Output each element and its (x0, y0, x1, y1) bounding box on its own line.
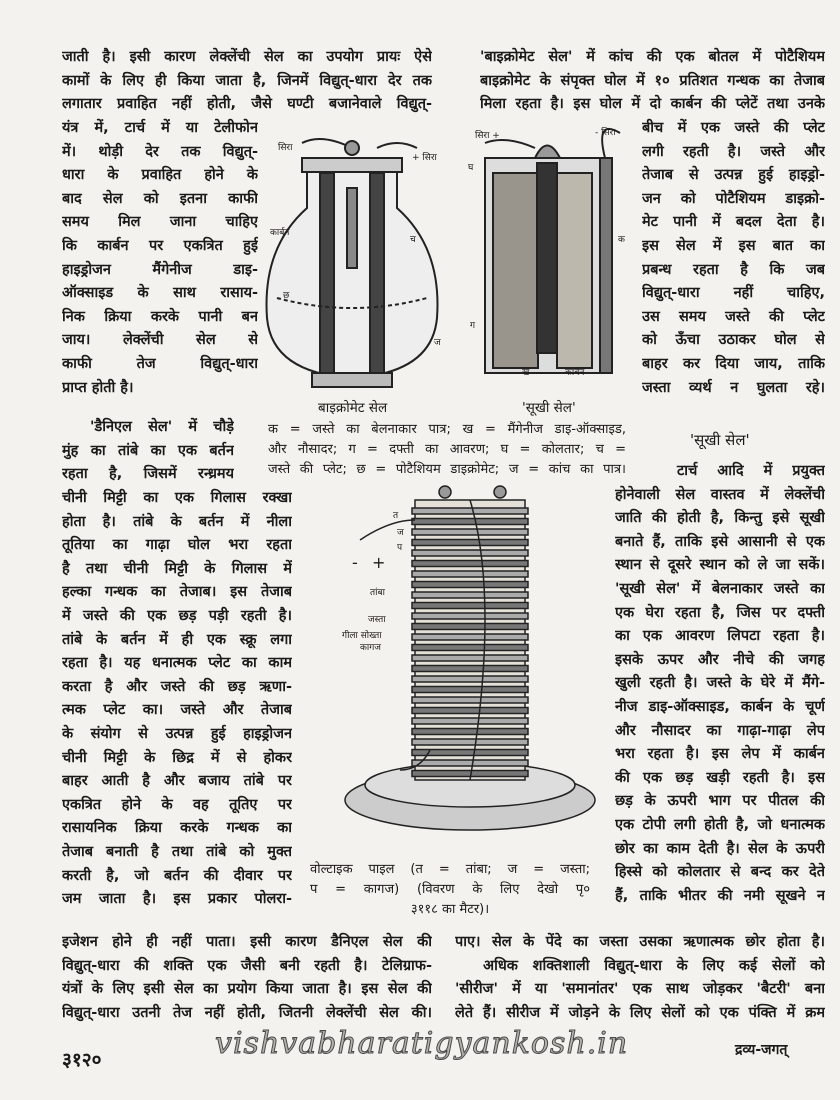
pile-disc (412, 519, 528, 525)
text-line: यंत्र में, टार्च में या टेलीफोन (62, 120, 258, 136)
bichromate-label-ch: च (410, 235, 416, 245)
text-line: भरा रहता है। इस लेप में कार्बन (615, 746, 825, 763)
pile-disc (412, 729, 528, 735)
text-line: में। थोड़ी देर तक विद्युत्- (62, 143, 258, 160)
text-line: करता है और जस्ते की छड़ ऋणा- (62, 678, 292, 695)
text-line: प = कागज) (विवरण के लिए देखो पृ० (310, 882, 590, 897)
right-narrow-paragraph (642, 117, 825, 400)
text-line: है तथा चीनी मिट्टी के गिलास में (62, 560, 292, 577)
left-bottom-paragraph (62, 931, 432, 1025)
voltaic-label-t: त (393, 511, 399, 521)
left-narrow-paragraph (62, 117, 258, 400)
page-number: ३१२० (62, 1049, 102, 1071)
text-line: होनेवाली सेल वास्तव में लेक्लेंची (615, 486, 825, 503)
text-line: होता है। तांबे के बर्तन में नीला (62, 513, 292, 530)
bichromate-label-pos-terminal: + सिरा (412, 153, 437, 163)
text-line: यंत्रों के लिए इसी सेल का प्रयोग किया जाता है। इस सेल की (62, 981, 432, 998)
text-line: 'डैनिएल सेल' में चौड़े (90, 419, 234, 435)
text-line: विद्युत्-धारा नहीं चाहिए, (642, 285, 825, 302)
text-line: बाहर कर दिया जाय, ताकि (642, 355, 825, 372)
dry-cell-figure (465, 118, 625, 388)
left-top-paragraph (62, 46, 432, 117)
pile-disc (412, 529, 528, 535)
text-line: हल्का गन्धक का तेजाब। इस तेजाब (62, 584, 292, 601)
pile-disc (412, 561, 528, 567)
text-line: स्थान से दूसरे स्थान को ले जा सकें। (615, 557, 825, 574)
text-line: टार्च आदि में प्रयुक्त (677, 463, 825, 479)
pile-disc (412, 697, 528, 703)
text-line: बाद सेल को इतना काफी (62, 190, 258, 207)
text-line: नीज डाइ-ऑक्साइड, कार्बन के चूर्ण (615, 698, 825, 715)
text-line: अधिक शक्तिशाली विद्युत्-धारा के लिए कई सेलों को (483, 957, 825, 974)
pile-disc (412, 550, 528, 556)
text-line: बाहर आती है और बजाय तांबे पर (62, 773, 292, 790)
voltaic-caption (310, 860, 590, 920)
text-line: के संयोग से उत्पन्न हुई हाइड्रोजन (62, 725, 292, 742)
text-line: त्मक प्लेट का। जस्ते और तेजाब (62, 702, 292, 719)
text-line: चीनी मिट्टी के छिद्र में से होकर (62, 749, 292, 766)
pile-disc (412, 760, 528, 766)
text-line: जन को पोटैशियम डाइक्रो- (642, 190, 825, 207)
text-line: 'बाइक्रोमेट सेल' में कांच की एक बोतल में पोटैशियम (480, 49, 825, 65)
text-line: हैं, ताकि भीतर की नमी सूखने न (615, 887, 825, 904)
pile-disc (412, 571, 528, 577)
text-line: समय मिल जाना चाहिए (62, 214, 258, 231)
voltaic-label-p: प (397, 543, 403, 553)
text-line: 'सीरीज' में या 'समानांतर' एक साथ जोड़कर 'बैटरी' बना (455, 981, 825, 998)
dry-label-neg-terminal: - सिरा (595, 128, 616, 138)
text-line: और नौसादर; ग = दफ्ती का आवरण; घ = कोलतार; च = (268, 442, 626, 457)
text-line: बनाते हैं, ताकि इसे आसानी से एक (615, 533, 825, 550)
text-line: इसके ऊपर और नीचे की जगह (615, 651, 825, 668)
text-line: खुली रहती है। जस्ते के घेरे में मैंगे- (615, 675, 825, 692)
dry-label-gh: घ (468, 163, 474, 173)
text-line: तूतिया का गाढ़ा घोल भरा रहता (62, 537, 292, 554)
right-top-paragraph (480, 46, 825, 117)
text-line: रहता है, जिसमें रन्ध्रमय (62, 466, 234, 483)
pile-disc (412, 624, 528, 630)
pile-disc (412, 592, 528, 598)
text-line: हाइड्रोजन मैंगेनीज डाइ- (62, 261, 258, 278)
voltaic-label-minus: - (352, 553, 358, 572)
dry-label-pos-terminal: सिरा + (475, 131, 500, 141)
text-line: प्राप्त होती है। (62, 379, 134, 396)
pile-disc (412, 540, 528, 546)
bichromate-label-carbon: कार्बन (270, 228, 290, 238)
bichromate-label-j: ज (434, 338, 441, 348)
text-line: छड़ के ऊपरी भाग पर पीतल की (615, 793, 825, 810)
running-head: द्रव्य-जगत् (735, 1042, 788, 1058)
pile-disc (412, 582, 528, 588)
text-line: जम जाता है। इस प्रकार पोलरा- (62, 891, 292, 908)
pile-disc (412, 708, 528, 714)
right-bottom-paragraph (455, 931, 825, 1025)
text-line: और नौसादर का गाढ़ा-गाढ़ा लेप (615, 722, 825, 739)
pile-disc (412, 739, 528, 745)
text-line: एक टोपी लगी होती है, जो धनात्मक (615, 816, 825, 833)
text-line: का एक आवरण लिपटा रहता है। (615, 628, 825, 645)
pile-disc (412, 687, 528, 693)
text-line: को ऊँचा उठाकर घोल से (642, 332, 825, 349)
daniell-paragraph-b (62, 487, 292, 912)
text-line: तेजाब बनाती है तथा तांबे को मुक्त (62, 843, 292, 860)
text-line: 'सूखी सेल' में बेलनाकार जस्ते का (615, 580, 825, 597)
text-line: जाति की होती है, किन्तु इसे सूखी (615, 510, 825, 527)
text-line: ऑक्साइड के साथ रासाय- (62, 285, 258, 302)
text-line: एकत्रित होने के वह तूतिए पर (62, 796, 292, 813)
voltaic-label-paper2: कागज (360, 643, 381, 653)
voltaic-label-j: ज (397, 528, 404, 538)
text-line: ३११८ का मैटर)। (410, 902, 490, 917)
text-line: निक क्रिया करके पानी बन (62, 308, 258, 325)
text-line: लगी रहती है। जस्ते और (642, 143, 825, 160)
pile-disc (412, 676, 528, 682)
text-line: पाए। सेल के पेंदे का जस्ता उसका ऋणात्मक छोर होता है। (455, 934, 825, 950)
text-line: मुंह का तांबे का एक बर्तन (62, 442, 234, 459)
dry-label-kh: ख (522, 368, 530, 378)
text-line: बीच में एक जस्ते की प्लेट (642, 120, 825, 136)
text-line: मेट पानी में बदल देता है। (642, 214, 825, 231)
text-line: तेजाब से उत्पन्न हुई हाइड्रो- (642, 167, 825, 184)
voltaic-pile-figure (340, 480, 605, 860)
text-line: मिला रहता है। इस घोल में दो कार्बन की प्लेटें तथा उनके (480, 96, 825, 113)
pile-disc (412, 645, 528, 651)
pile-disc (412, 613, 528, 619)
text-line: लगातार प्रवाहित नहीं होती, जैसे घण्टी बजानेवाले विद्युत्- (62, 96, 432, 113)
text-line: करती है, जो बर्तन की दीवार पर (62, 867, 292, 884)
pile-disc (412, 718, 528, 724)
text-line: प्रबन्ध रहता है कि जब (642, 261, 825, 278)
text-line: की एक छड़ खड़ी रहती है। इस (615, 769, 825, 786)
text-line: रासायनिक क्रिया करके गन्धक का (62, 820, 292, 837)
text-line: चीनी मिट्टी का एक गिलास रक्खा (62, 490, 292, 506)
text-line: वोल्टाइक पाइल (त = तांबा; ज = जस्ता; (310, 862, 590, 877)
pile-disc (412, 666, 528, 672)
text-line: जस्ते की प्लेट; छ = पोटैशियम डाइक्रोमेट; ज = कांच का पात्र। (268, 462, 626, 477)
dry-caption: 'सूखी सेल' (522, 400, 576, 416)
bichromate-label-chh: छ (283, 291, 290, 301)
text-line: छोर का काम देती है। सेल के ऊपरी (615, 840, 825, 857)
text-line: काफी तेज विद्युत्-धारा (62, 355, 258, 372)
daniell-paragraph-a (62, 416, 234, 487)
text-line: एक घेरा रहता है, जिस पर दफ्ती (615, 604, 825, 621)
voltaic-label-copper: तांबा (370, 588, 385, 598)
dry-cell-heading: 'सूखी सेल' (690, 431, 750, 449)
pile-disc (412, 655, 528, 661)
text-line: क = जस्ते का बेलनाकार पात्र; ख = मैंगेनीज डाइ-ऑक्साइड, (268, 422, 626, 437)
text-line: हिस्से को कोलतार से बन्द कर देते (615, 864, 825, 881)
watermark: vishvabharatigyankosh.in (215, 1026, 629, 1061)
dry-label-g: ग (470, 321, 476, 331)
bichromate-label-neg-terminal: सिरा (278, 143, 293, 153)
pile-disc (412, 508, 528, 514)
text-line: इस सेल में इस बात का (642, 237, 825, 254)
bichromate-caption: बाइक्रोमेट सेल (318, 400, 388, 416)
text-line: लेते हैं। सीरीज में जोड़ने के लिए सेलों को एक पंक्ति में क्रम (455, 1004, 825, 1021)
text-line: धारा के प्रवाहित होने के (62, 167, 258, 184)
text-line: जाती है। इसी कारण लेक्लेंची सेल का उपयोग प्रायः ऐसे (62, 49, 432, 65)
text-line: तांबे के बर्तन में ही एक स्क्रू लगा (62, 631, 292, 648)
voltaic-label-zinc: जस्ता (368, 615, 386, 625)
pile-disc (412, 603, 528, 609)
voltaic-label-paper: गीला सोख्ता (342, 631, 382, 641)
figure-legend (268, 420, 626, 480)
text-line: विद्युत्-धारा की शक्ति एक जैसी बनी रहती है। टेलिग्राफ- (62, 957, 432, 974)
text-line: रहता है। यह धनात्मक प्लेट का काम (62, 655, 292, 672)
text-line: उस समय जस्ते की प्लेट (642, 308, 825, 325)
text-line: विद्युत्-धारा उतनी तेज नहीं होती, जितनी लेक्लेंची सेल की। (62, 1004, 432, 1021)
dry-label-k: क (618, 235, 625, 245)
dry-cell-paragraph (615, 460, 825, 908)
text-line: बाइक्रोमेट के संपृक्त घोल में १० प्रतिशत गन्धक का तेजाब (480, 72, 825, 89)
text-line: इजेशन होने ही नहीं पाता। इसी कारण डैनिएल सेल की (62, 934, 432, 950)
voltaic-label-plus: + (372, 553, 386, 572)
pile-disc (412, 634, 528, 640)
text-line: जाय। लेक्लेंची सेल से (62, 332, 258, 349)
text-line: में जस्ते की एक छड़ पड़ी रहती है। (62, 607, 292, 624)
text-line: कि कार्बन पर एकत्रित हुई (62, 237, 258, 254)
dry-label-carbon: कार्बन (565, 368, 585, 378)
text-line: जस्ता व्यर्थ न घुलता रहे। (642, 379, 825, 396)
text-line: कामों के लिए ही किया जाता है, जिनमें विद्युत्-धारा देर तक (62, 72, 432, 89)
